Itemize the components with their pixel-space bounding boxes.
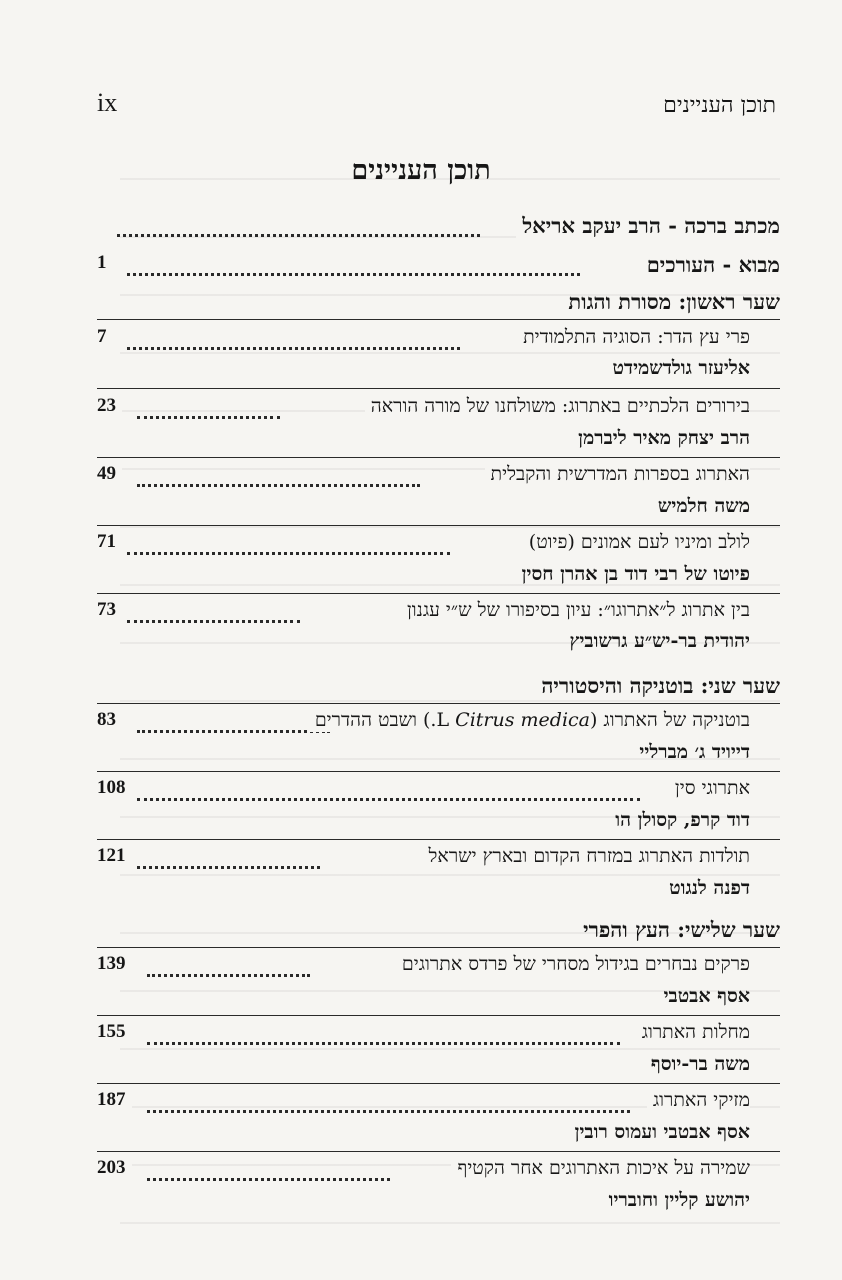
- section-rule: [97, 947, 780, 948]
- entry-title: האתרוג בספרות המדרשית והקבלית: [485, 463, 750, 486]
- entry-rule: [97, 1083, 780, 1084]
- entry-title: אתרוגי סין: [669, 777, 750, 800]
- toc-entry-blessing: [97, 213, 780, 245]
- leader-dots: [137, 860, 320, 869]
- leader-dots: [137, 478, 420, 487]
- entry-page: 187: [97, 1089, 132, 1111]
- entry-title: מכתב ברכה - הרב יעקב אריאל: [516, 213, 780, 239]
- entry-author: אסף אבטבי: [663, 985, 750, 1007]
- section-rule: [97, 703, 780, 704]
- entry-title: מבוא - העורכים: [641, 252, 780, 278]
- entry-title-latin: Citrus medica: [455, 709, 590, 731]
- entry-title: [309, 709, 750, 732]
- entry-title: בירורים הלכתיים באתרוג: משולחנו של מורה הוראה: [365, 395, 750, 418]
- entry-title: שמירה על איכות האתרוגים אחר הקטיף: [451, 1157, 750, 1180]
- entry-page: 73: [97, 599, 122, 621]
- leader-dots: [127, 546, 450, 555]
- entry-page: 71: [97, 531, 122, 553]
- entry-author: דוד קרפ, קסולן הו: [615, 809, 750, 831]
- toc-entry: [97, 845, 780, 877]
- leader-dots: [147, 968, 310, 977]
- entry-author: דייויד ג׳ מברליי: [639, 741, 750, 763]
- toc-entry: [97, 395, 780, 427]
- entry-rule: [97, 1151, 780, 1152]
- leader-dots: [137, 410, 280, 419]
- entry-page: 49: [97, 463, 122, 485]
- leader-dots: [137, 724, 330, 733]
- toc-entry-introduction: [97, 252, 780, 284]
- entry-rule: [97, 771, 780, 772]
- entry-author: דפנה לנגוט: [669, 877, 750, 899]
- section-heading: שער שני: בוטניקה והיסטוריה: [541, 673, 780, 698]
- toc-entry: [97, 709, 780, 741]
- entry-title: מחלות האתרוג: [636, 1021, 750, 1044]
- leader-dots: [147, 1172, 390, 1181]
- leader-dots: [137, 792, 640, 801]
- leader-dots: [127, 267, 580, 276]
- entry-title: בין אתרוג ל״אתרוגו״: עיון בסיפורו של ש״י עגנון: [401, 599, 750, 622]
- toc-entry: [97, 1089, 780, 1121]
- entry-author: אסף אבטבי ועמוס רובין: [574, 1121, 750, 1143]
- toc-entry: [97, 531, 780, 563]
- entry-page: 203: [97, 1157, 132, 1179]
- entry-page: 23: [97, 395, 122, 417]
- toc-entry: [97, 953, 780, 985]
- entry-author: יהודית בר-יש״ע גרשוביץ: [569, 630, 750, 652]
- entry-rule: [97, 839, 780, 840]
- entry-rule: [97, 1015, 780, 1016]
- toc-entry: [97, 1021, 780, 1053]
- entry-title: לולב ומיניו לעם אמונים (פיוט): [523, 531, 750, 554]
- entry-author: הרב יצחק מאיר ליברמן: [578, 427, 750, 449]
- entry-title: תולדות האתרוג במזרח הקדום ובארץ ישראל: [423, 845, 750, 868]
- toc-entry: [97, 1157, 780, 1189]
- entry-page: 7: [97, 326, 113, 348]
- entry-title-part: L.) ושבט ההדרים: [314, 709, 456, 731]
- entry-rule: [97, 525, 780, 526]
- section-heading: שער ראשון: מסורת והגות: [568, 289, 780, 314]
- entry-title: מזיקי האתרוג: [647, 1089, 750, 1112]
- entry-author: משה חלמיש: [657, 495, 750, 517]
- entry-author: יהושע קליין וחובריו: [608, 1189, 750, 1211]
- entry-rule: [97, 388, 780, 389]
- section-rule: [97, 319, 780, 320]
- leader-dots: [127, 614, 300, 623]
- toc-entry: [97, 777, 780, 809]
- entry-page: 108: [97, 777, 132, 799]
- entry-author: אליעזר גולדשמידט: [612, 357, 750, 379]
- entry-title: פרי עץ הדר: הסוגיה התלמודית: [517, 326, 750, 349]
- entry-rule: [97, 593, 780, 594]
- entry-rule: [97, 457, 780, 458]
- leader-dots: [127, 341, 460, 350]
- toc-entry: [97, 599, 780, 631]
- leader-dots: [117, 228, 480, 237]
- entry-author: פיוטו של רבי דוד בן אהרן חסין: [521, 563, 750, 585]
- entry-author: משה בר-יוסף: [650, 1053, 750, 1075]
- entry-title: פרקים נבחרים בגידול מסחרי של פרדס אתרוגים: [396, 953, 750, 976]
- page-number: ix: [97, 88, 118, 117]
- entry-page: 139: [97, 953, 132, 975]
- toc-title: תוכן העניינים: [351, 155, 491, 186]
- entry-page: 83: [97, 709, 122, 731]
- leader-dots: [147, 1036, 620, 1045]
- section-heading: שער שלישי: העץ והפרי: [583, 917, 780, 942]
- running-head: [97, 88, 776, 128]
- entry-page: 1: [97, 252, 113, 274]
- entry-page: 155: [97, 1021, 132, 1043]
- running-title: תוכן העניינים: [663, 93, 776, 118]
- entry-title-part: בוטניקה של האתרוג (: [589, 709, 750, 731]
- toc-entry: [97, 463, 780, 495]
- entry-page: 121: [97, 845, 132, 867]
- toc-entry: [97, 326, 780, 358]
- leader-dots: [147, 1104, 630, 1113]
